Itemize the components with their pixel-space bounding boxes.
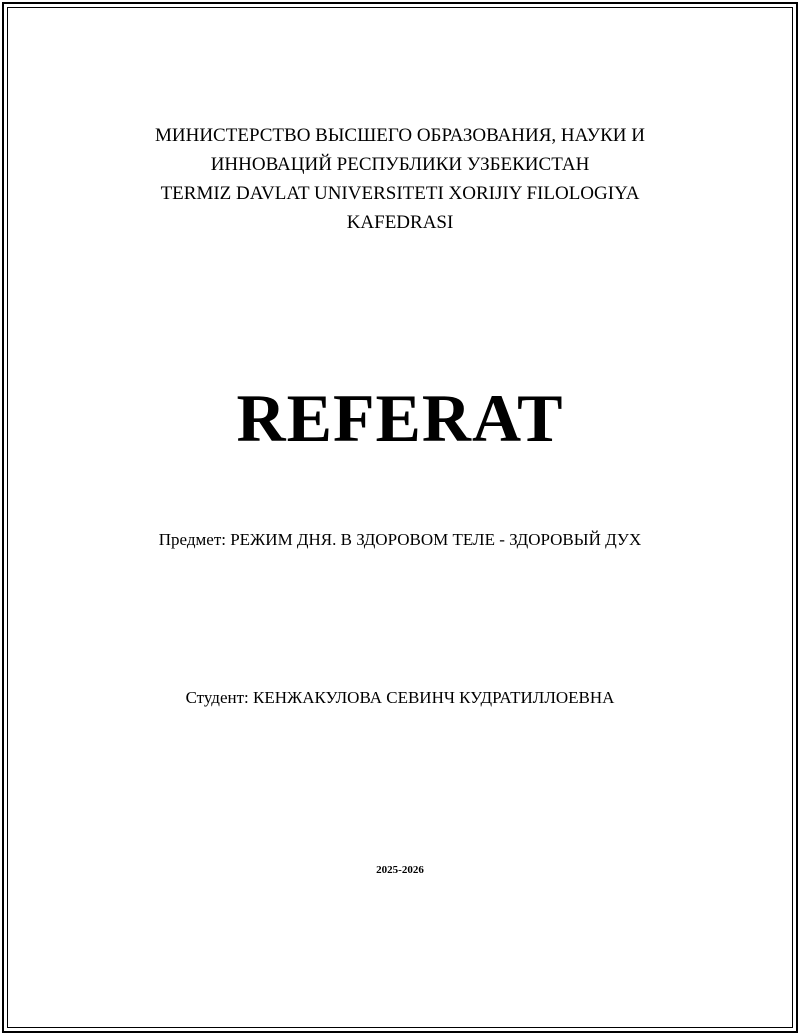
academic-year: 2025-2026 (376, 864, 424, 876)
subject-line (0, 528, 800, 552)
header-line-3: TERMIZ DAVLAT UNIVERSITETI XORIJIY FILOLOGIYA (160, 183, 640, 204)
student-label: Студент: (185, 688, 249, 707)
header-line-1: МИНИСТЕРСТВО ВЫСШЕГО ОБРАЗОВАНИЯ, НАУКИ И (155, 125, 645, 146)
student-line (0, 686, 800, 710)
header-line-2: ИННОВАЦИЙ РЕСПУБЛИКИ УЗБЕКИСТАН (210, 154, 590, 175)
student-name: КЕНЖАКУЛОВА СЕВИНЧ КУДРАТИЛЛОЕВНА (253, 688, 615, 707)
header-line-4: KAFEDRASI (346, 212, 454, 233)
subject-label: Предмет: (158, 530, 226, 549)
document-title: REFERAT (236, 380, 564, 456)
subject-value: РЕЖИМ ДНЯ. В ЗДОРОВОМ ТЕЛЕ - ЗДОРОВЫЙ ДУХ (230, 530, 642, 549)
institution-header (0, 121, 800, 237)
